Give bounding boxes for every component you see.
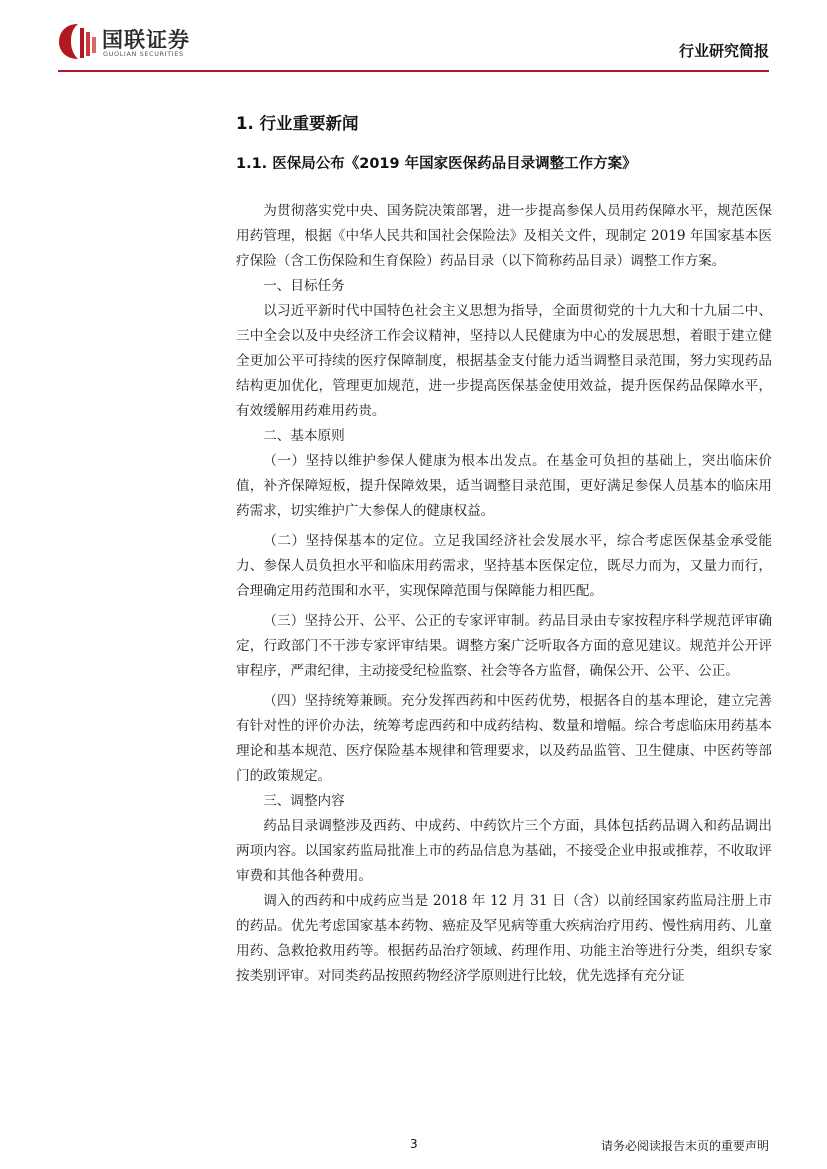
page-number: 3	[410, 1137, 418, 1151]
heading-principles: 二、基本原则	[263, 428, 345, 444]
paragraph-principle-1: （一）坚持以维护参保人健康为根本出发点。在基金可负担的基础上，突出临床价值，补齐保障短板，提升保障效果，适当调整目录范围，更好满足参保人员基本的临床用药需求，切实维护广大参保人的健康权益。	[236, 453, 772, 519]
paragraph-adjustment-inclusion: 调入的西药和中成药应当是 2018 年 12 月 31 日（含）以前经国家药监局注册上市的药品。优先考虑国家基本药物、癌症及罕见病等重大疾病治疗用药、慢性病用药、儿童用药、急救抢救用药等。根据药品治疗领域、药理作用、功能主治等进行分类，组织专家按类别评审。对同类药品按照药物经济学原则进行比较，优先选择有充分证	[236, 893, 772, 984]
report-type-label: 行业研究简报	[678, 42, 769, 60]
section-subheading: 1.1. 医保局公布《2019 年国家医保药品目录调整工作方案》	[236, 156, 637, 172]
logo-name: 国联证券	[102, 28, 190, 52]
footer-disclaimer: 请务必阅读报告末页的重要声明	[600, 1139, 769, 1153]
header-divider	[58, 70, 769, 72]
paragraph-principle-2: （二）坚持保基本的定位。立足我国经济社会发展水平，综合考虑医保基金承受能力、参保人员负担水平和临床用药需求，坚持基本医保定位，既尽力而为，又量力而行，合理确定用药范围和水平，实现保障范围与保障能力相匹配。	[236, 533, 772, 599]
heading-adjustment: 三、调整内容	[263, 793, 345, 809]
article-body	[236, 199, 772, 989]
section-heading: 1. 行业重要新闻	[236, 114, 359, 133]
paragraph-principle-3: （三）坚持公开、公平、公正的专家评审制。药品目录由专家按程序科学规范评审确定，行政部门不干涉专家评审结果。调整方案广泛听取各方面的意见建议。规范并公开评审程序，严肃纪律，主动接受纪检监察、社会等各方监督，确保公开、公平、公正。	[236, 613, 772, 679]
guolian-logo-icon	[58, 22, 98, 60]
company-logo	[58, 20, 218, 62]
paragraph-principle-4: （四）坚持统筹兼顾。充分发挥西药和中医药优势，根据各自的基本理论，建立完善有针对性的评价办法，统筹考虑西药和中成药结构、数量和增幅。综合考虑临床用药基本理论和基本规范、医疗保险基本规律和管理要求，以及药品监管、卫生健康、中医药等部门的政策规定。	[236, 693, 772, 784]
logo-subtitle: GUOLIAN SECURITIES	[103, 50, 184, 58]
paragraph-adjustment-scope: 药品目录调整涉及西药、中成药、中药饮片三个方面，具体包括药品调入和药品调出两项内容。以国家药监局批准上市的药品信息为基础，不接受企业申报或推荐，不收取评审费和其他各种费用。	[236, 818, 772, 884]
paragraph-intro: 为贯彻落实党中央、国务院决策部署，进一步提高参保人员用药保障水平，规范医保用药管理，根据《中华人民共和国社会保险法》及相关文件，现制定 2019 年国家基本医疗保险（含工伤保险和生育保险）药品目录（以下简称药品目录）调整工作方案。	[236, 203, 772, 269]
paragraph-goals: 以习近平新时代中国特色社会主义思想为指导，全面贯彻党的十九大和十九届二中、三中全会以及中央经济工作会议精神，坚持以人民健康为中心的发展思想，着眼于建立健全更加公平可持续的医疗保障制度，根据基金支付能力适当调整目录范围，努力实现药品结构更加优化，管理更加规范，进一步提高医保基金使用效益，提升医保药品保障水平，有效缓解用药难用药贵。	[236, 303, 772, 419]
heading-goals: 一、目标任务	[263, 278, 345, 294]
